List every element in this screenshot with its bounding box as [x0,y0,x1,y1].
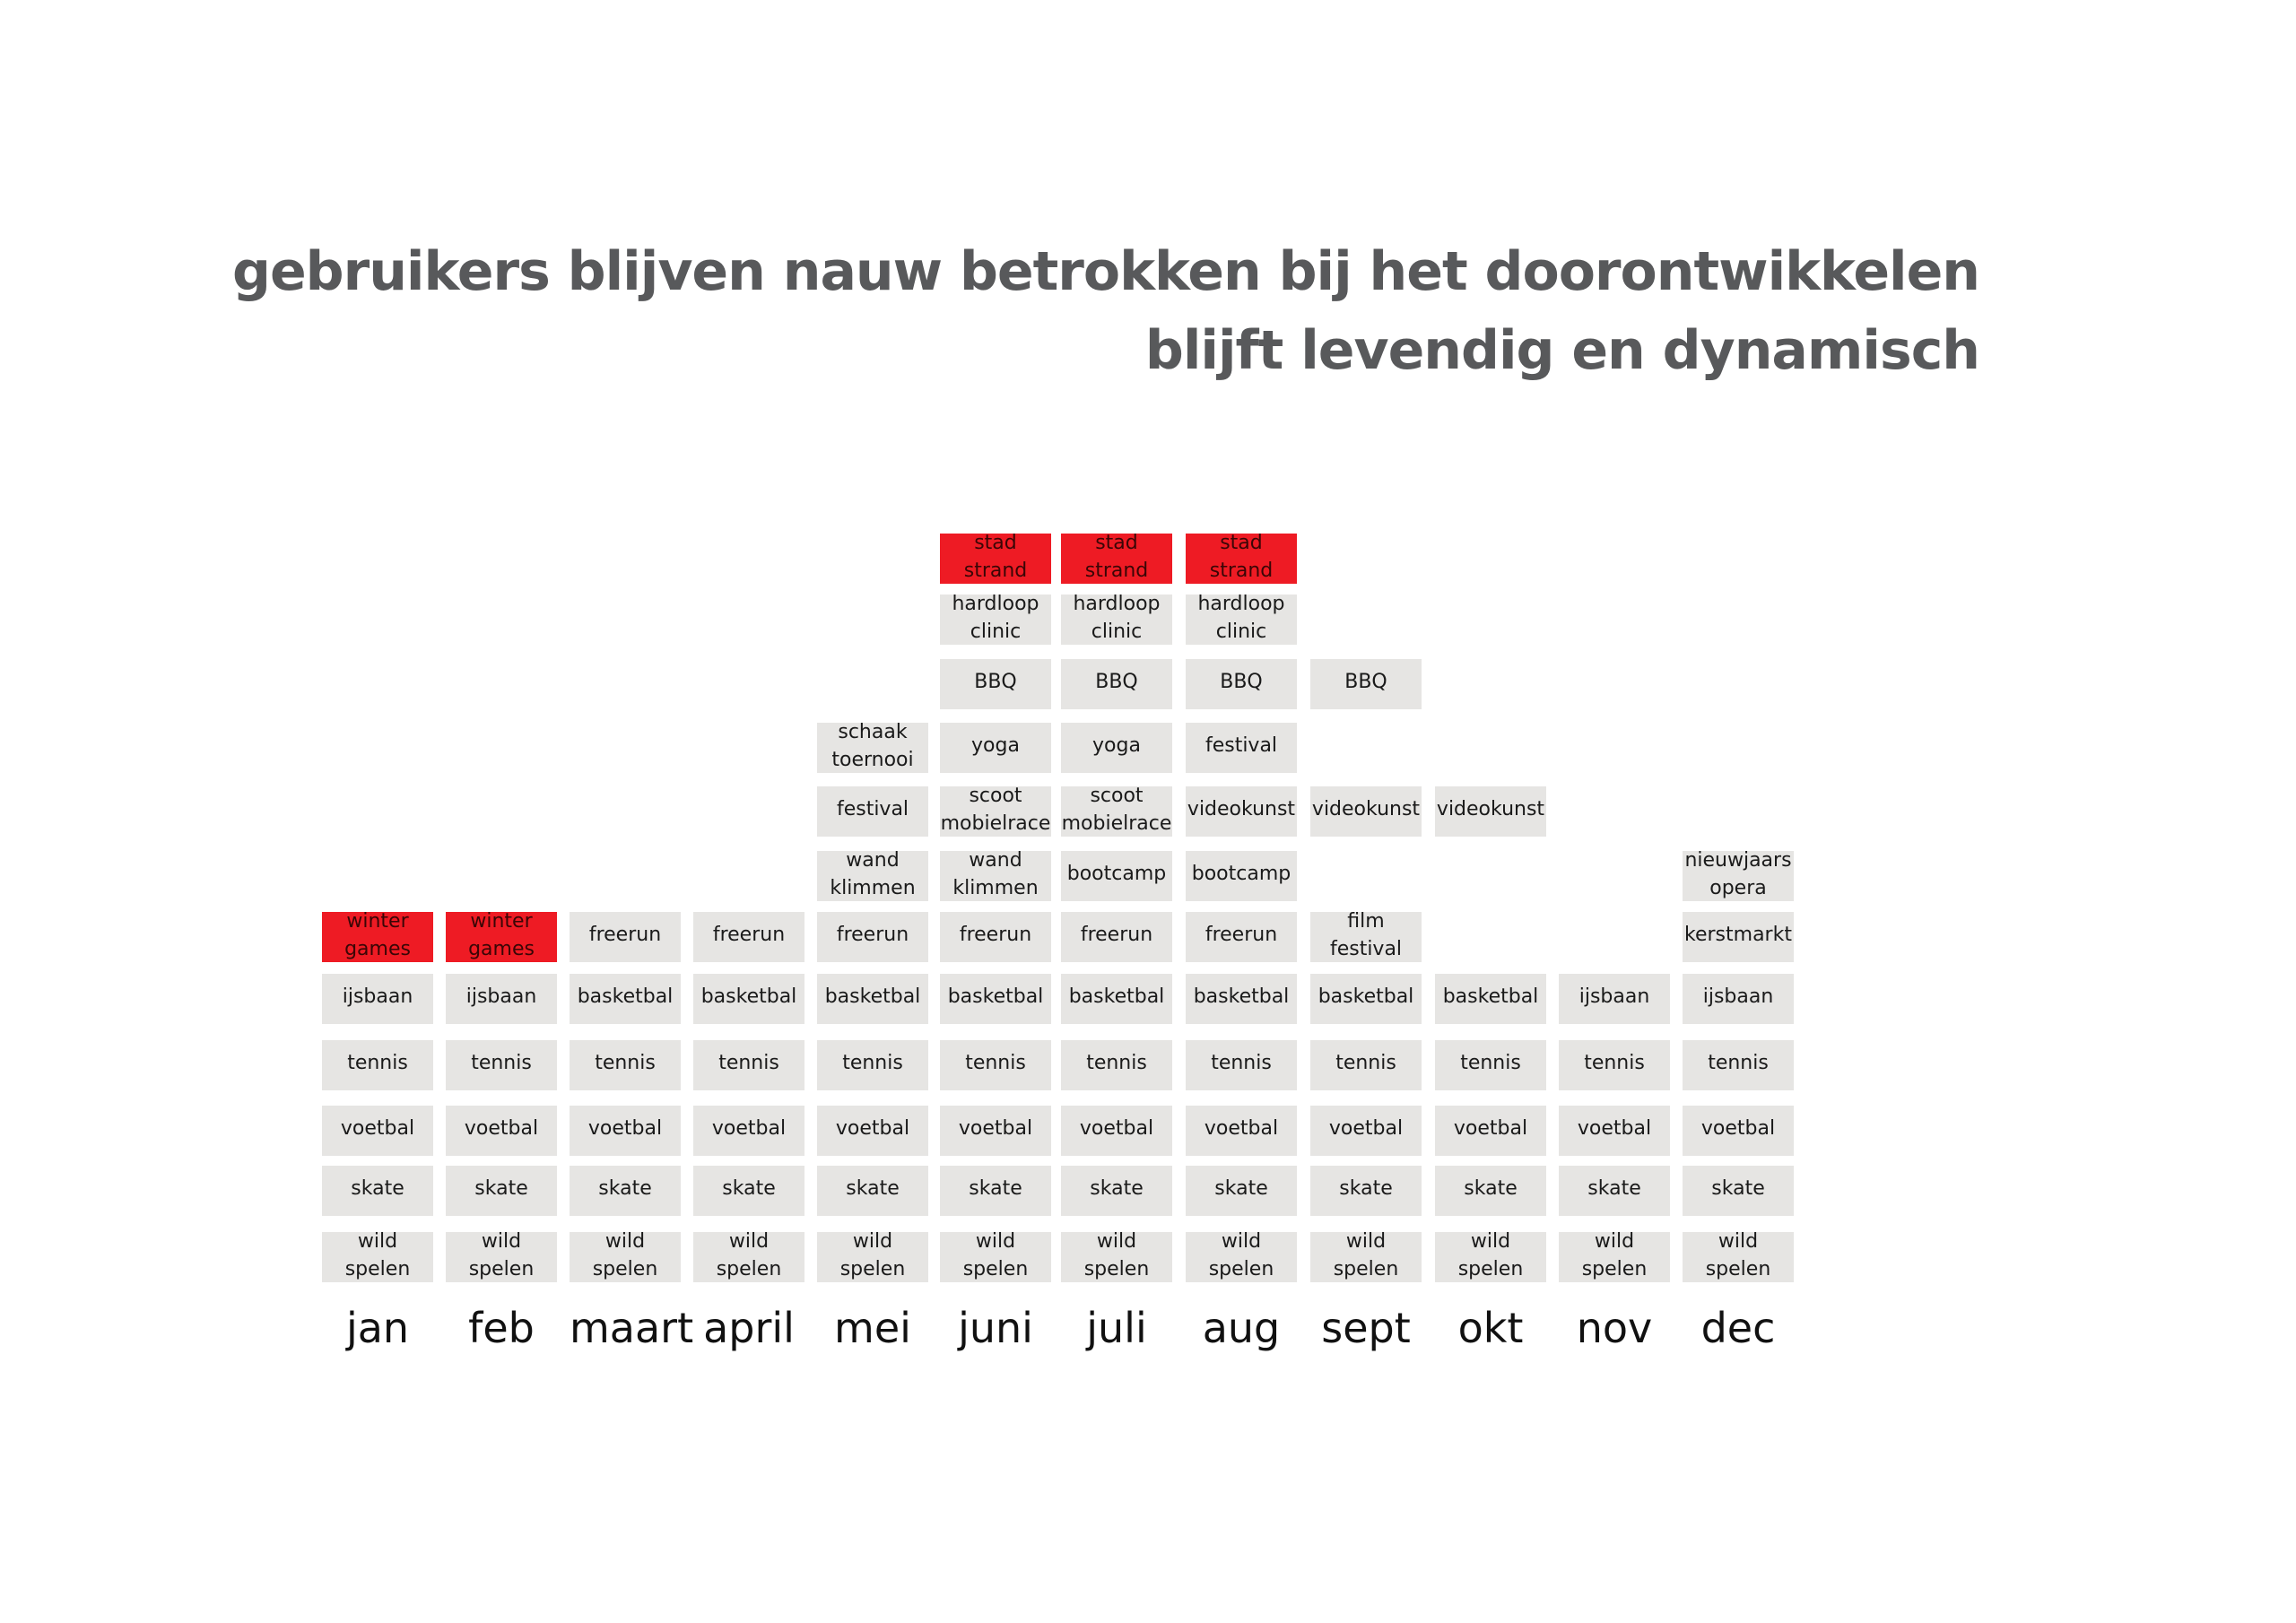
activity-block: tennis [570,1040,681,1090]
activity-block: skate [1559,1166,1670,1216]
activity-block: BBQ [1310,659,1422,709]
activity-block: tennis [817,1040,928,1090]
activity-block: tennis [1310,1040,1422,1090]
activity-block: stad strand [1186,534,1297,584]
month-label: juli [1086,1304,1147,1352]
activity-block: voetbal [1559,1106,1670,1156]
month-label: maart [570,1304,694,1352]
month-label: jan [345,1304,410,1352]
activity-block: wild spelen [1186,1232,1297,1282]
activity-block: freerun [693,912,804,962]
title-line-2: blijft levendig en dynamisch [1144,319,1979,382]
activity-block: videokunst [1310,786,1422,837]
activity-block: voetbal [693,1106,804,1156]
activity-block: tennis [1435,1040,1546,1090]
activity-block: skate [1061,1166,1172,1216]
activity-block: voetbal [322,1106,433,1156]
month-label: aug [1202,1304,1281,1352]
activity-block: skate [322,1166,433,1216]
activity-block: winter games [322,912,433,962]
month-label: april [703,1304,795,1352]
activity-block: stad strand [1061,534,1172,584]
activity-block: skate [1310,1166,1422,1216]
activity-block: wild spelen [1683,1232,1794,1282]
activity-block: skate [570,1166,681,1216]
activity-block: winter games [446,912,557,962]
title-line-1: gebruikers blijven nauw betrokken bij het doorontwikkelen [232,240,1979,303]
activity-block: basketbal [1435,974,1546,1024]
activity-block: hardloop clinic [940,595,1051,645]
activity-block: basketbal [1186,974,1297,1024]
activity-block: wild spelen [1435,1232,1546,1282]
month-label: mei [834,1304,911,1352]
activity-block: yoga [1061,723,1172,773]
activity-block: wild spelen [940,1232,1051,1282]
activity-block: videokunst [1435,786,1546,837]
activity-block: tennis [1061,1040,1172,1090]
activity-block: voetbal [817,1106,928,1156]
activity-block: ijsbaan [1559,974,1670,1024]
activity-block: tennis [1186,1040,1297,1090]
activity-block: freerun [1186,912,1297,962]
activity-block: voetbal [1310,1106,1422,1156]
activity-block: basketbal [693,974,804,1024]
activity-block: wand klimmen [940,851,1051,901]
month-label: okt [1457,1304,1524,1352]
activity-block: freerun [817,912,928,962]
activity-block: bootcamp [1186,851,1297,901]
activity-block: wild spelen [817,1232,928,1282]
activity-block: voetbal [940,1106,1051,1156]
activity-block: basketbal [570,974,681,1024]
activity-block: bootcamp [1061,851,1172,901]
activity-block: voetbal [1061,1106,1172,1156]
activity-block: wild spelen [570,1232,681,1282]
activity-block: hardloop clinic [1061,595,1172,645]
activity-block: schaak toernooi [817,723,928,773]
activity-block: basketbal [817,974,928,1024]
activity-block: skate [940,1166,1051,1216]
activity-block: ijsbaan [446,974,557,1024]
activity-block: wild spelen [446,1232,557,1282]
activity-block: BBQ [1186,659,1297,709]
activity-block: wand klimmen [817,851,928,901]
month-label: nov [1576,1304,1653,1352]
month-label: feb [468,1304,535,1352]
activity-block: tennis [446,1040,557,1090]
activity-block: film festival [1310,912,1422,962]
activity-block: stad strand [940,534,1051,584]
activity-block: BBQ [940,659,1051,709]
month-label: sept [1321,1304,1411,1352]
activity-block: hardloop clinic [1186,595,1297,645]
activity-block: skate [1435,1166,1546,1216]
activity-block: basketbal [1310,974,1422,1024]
activity-block: festival [1186,723,1297,773]
activity-block: wild spelen [322,1232,433,1282]
activity-block: wild spelen [693,1232,804,1282]
activity-block: voetbal [1186,1106,1297,1156]
activity-block: freerun [1061,912,1172,962]
activity-block: voetbal [570,1106,681,1156]
activity-block: nieuwjaars opera [1683,851,1794,901]
activity-block: voetbal [446,1106,557,1156]
activity-block: skate [1683,1166,1794,1216]
activity-block: skate [446,1166,557,1216]
activity-block: skate [817,1166,928,1216]
activity-block: ijsbaan [322,974,433,1024]
activity-block: tennis [693,1040,804,1090]
activity-block: wild spelen [1310,1232,1422,1282]
activity-block: freerun [570,912,681,962]
activity-block: kerstmarkt [1683,912,1794,962]
activity-block: BBQ [1061,659,1172,709]
activity-block: scoot mobielrace [940,786,1051,835]
activity-block: wild spelen [1061,1232,1172,1282]
activity-block: tennis [940,1040,1051,1090]
activity-block: videokunst [1186,786,1297,837]
activity-block: tennis [1559,1040,1670,1090]
activity-block: festival [817,786,928,837]
activity-block: freerun [940,912,1051,962]
month-label: dec [1700,1304,1776,1352]
activity-block: tennis [1683,1040,1794,1090]
activity-block: basketbal [1061,974,1172,1024]
activity-block: scoot mobielrace [1061,786,1172,835]
activity-block: skate [693,1166,804,1216]
activity-block: wild spelen [1559,1232,1670,1282]
month-label: juni [958,1304,1033,1352]
activity-block: ijsbaan [1683,974,1794,1024]
activity-block: skate [1186,1166,1297,1216]
activity-block: voetbal [1435,1106,1546,1156]
activity-block: voetbal [1683,1106,1794,1156]
activity-block: basketbal [940,974,1051,1024]
activity-block: tennis [322,1040,433,1090]
activity-block: yoga [940,723,1051,773]
